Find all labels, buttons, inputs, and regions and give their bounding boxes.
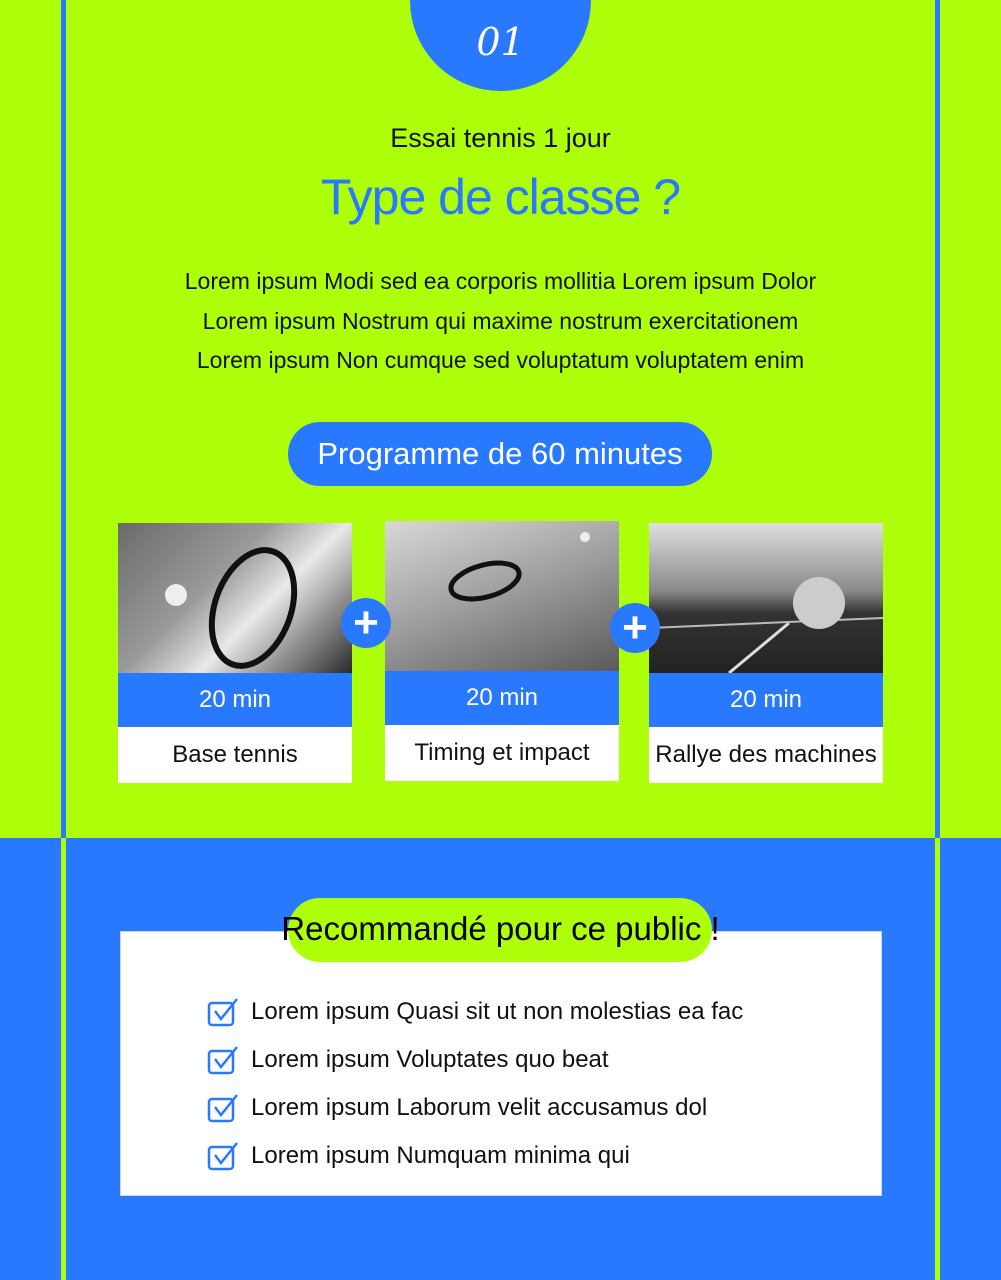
recommended-title: Recommandé pour ce public ! <box>281 910 720 947</box>
program-card <box>385 521 619 781</box>
card-name: Timing et impact <box>385 725 619 781</box>
program-card <box>118 523 352 783</box>
checkbox-checked-icon <box>207 1141 239 1171</box>
plus-icon: + <box>341 598 391 648</box>
tennis-court-photo <box>649 523 883 673</box>
list-item-text: Lorem ipsum Quasi sit ut non molestias ea fac <box>251 998 744 1025</box>
recommended-list <box>207 988 743 1180</box>
right-divider-line-bottom <box>935 838 940 1280</box>
description-line: Lorem ipsum Non cumque sed voluptatum voluptatem enim <box>196 347 805 373</box>
list-item-text: Lorem ipsum Voluptates quo beat <box>251 1046 609 1073</box>
list-item <box>207 988 743 1036</box>
list-item-text: Lorem ipsum Numquam minima qui <box>251 1142 630 1169</box>
program-card <box>649 523 883 783</box>
card-name: Base tennis <box>118 727 352 783</box>
checkbox-checked-icon <box>207 1045 239 1075</box>
plus-icon: + <box>610 603 660 653</box>
description-line: Lorem ipsum Modi sed ea corporis mollitia Lorem ipsum Dolor <box>184 268 817 294</box>
subtitle: Essai tennis 1 jour <box>390 123 611 153</box>
card-duration: 20 min <box>385 671 619 725</box>
list-item <box>207 1084 743 1132</box>
page-title: Type de classe ? <box>320 169 681 225</box>
description <box>0 262 1001 381</box>
checkbox-checked-icon <box>207 997 239 1027</box>
card-duration: 20 min <box>649 673 883 727</box>
step-number: 01 <box>476 20 525 64</box>
card-duration: 20 min <box>118 673 352 727</box>
card-name: Rallye des machines <box>649 727 883 783</box>
description-line: Lorem ipsum Nostrum qui maxime nostrum exercitationem <box>202 307 799 334</box>
tennis-serve-photo <box>385 521 619 671</box>
program-pill: Programme de 60 minutes <box>288 422 712 486</box>
tennis-racket-ball-photo <box>118 523 352 673</box>
checkbox-checked-icon <box>207 1093 239 1123</box>
left-divider-line-bottom <box>61 838 66 1280</box>
list-item <box>207 1132 743 1180</box>
list-item <box>207 1036 743 1084</box>
list-item-text: Lorem ipsum Laborum velit accusamus dol <box>251 1094 708 1121</box>
